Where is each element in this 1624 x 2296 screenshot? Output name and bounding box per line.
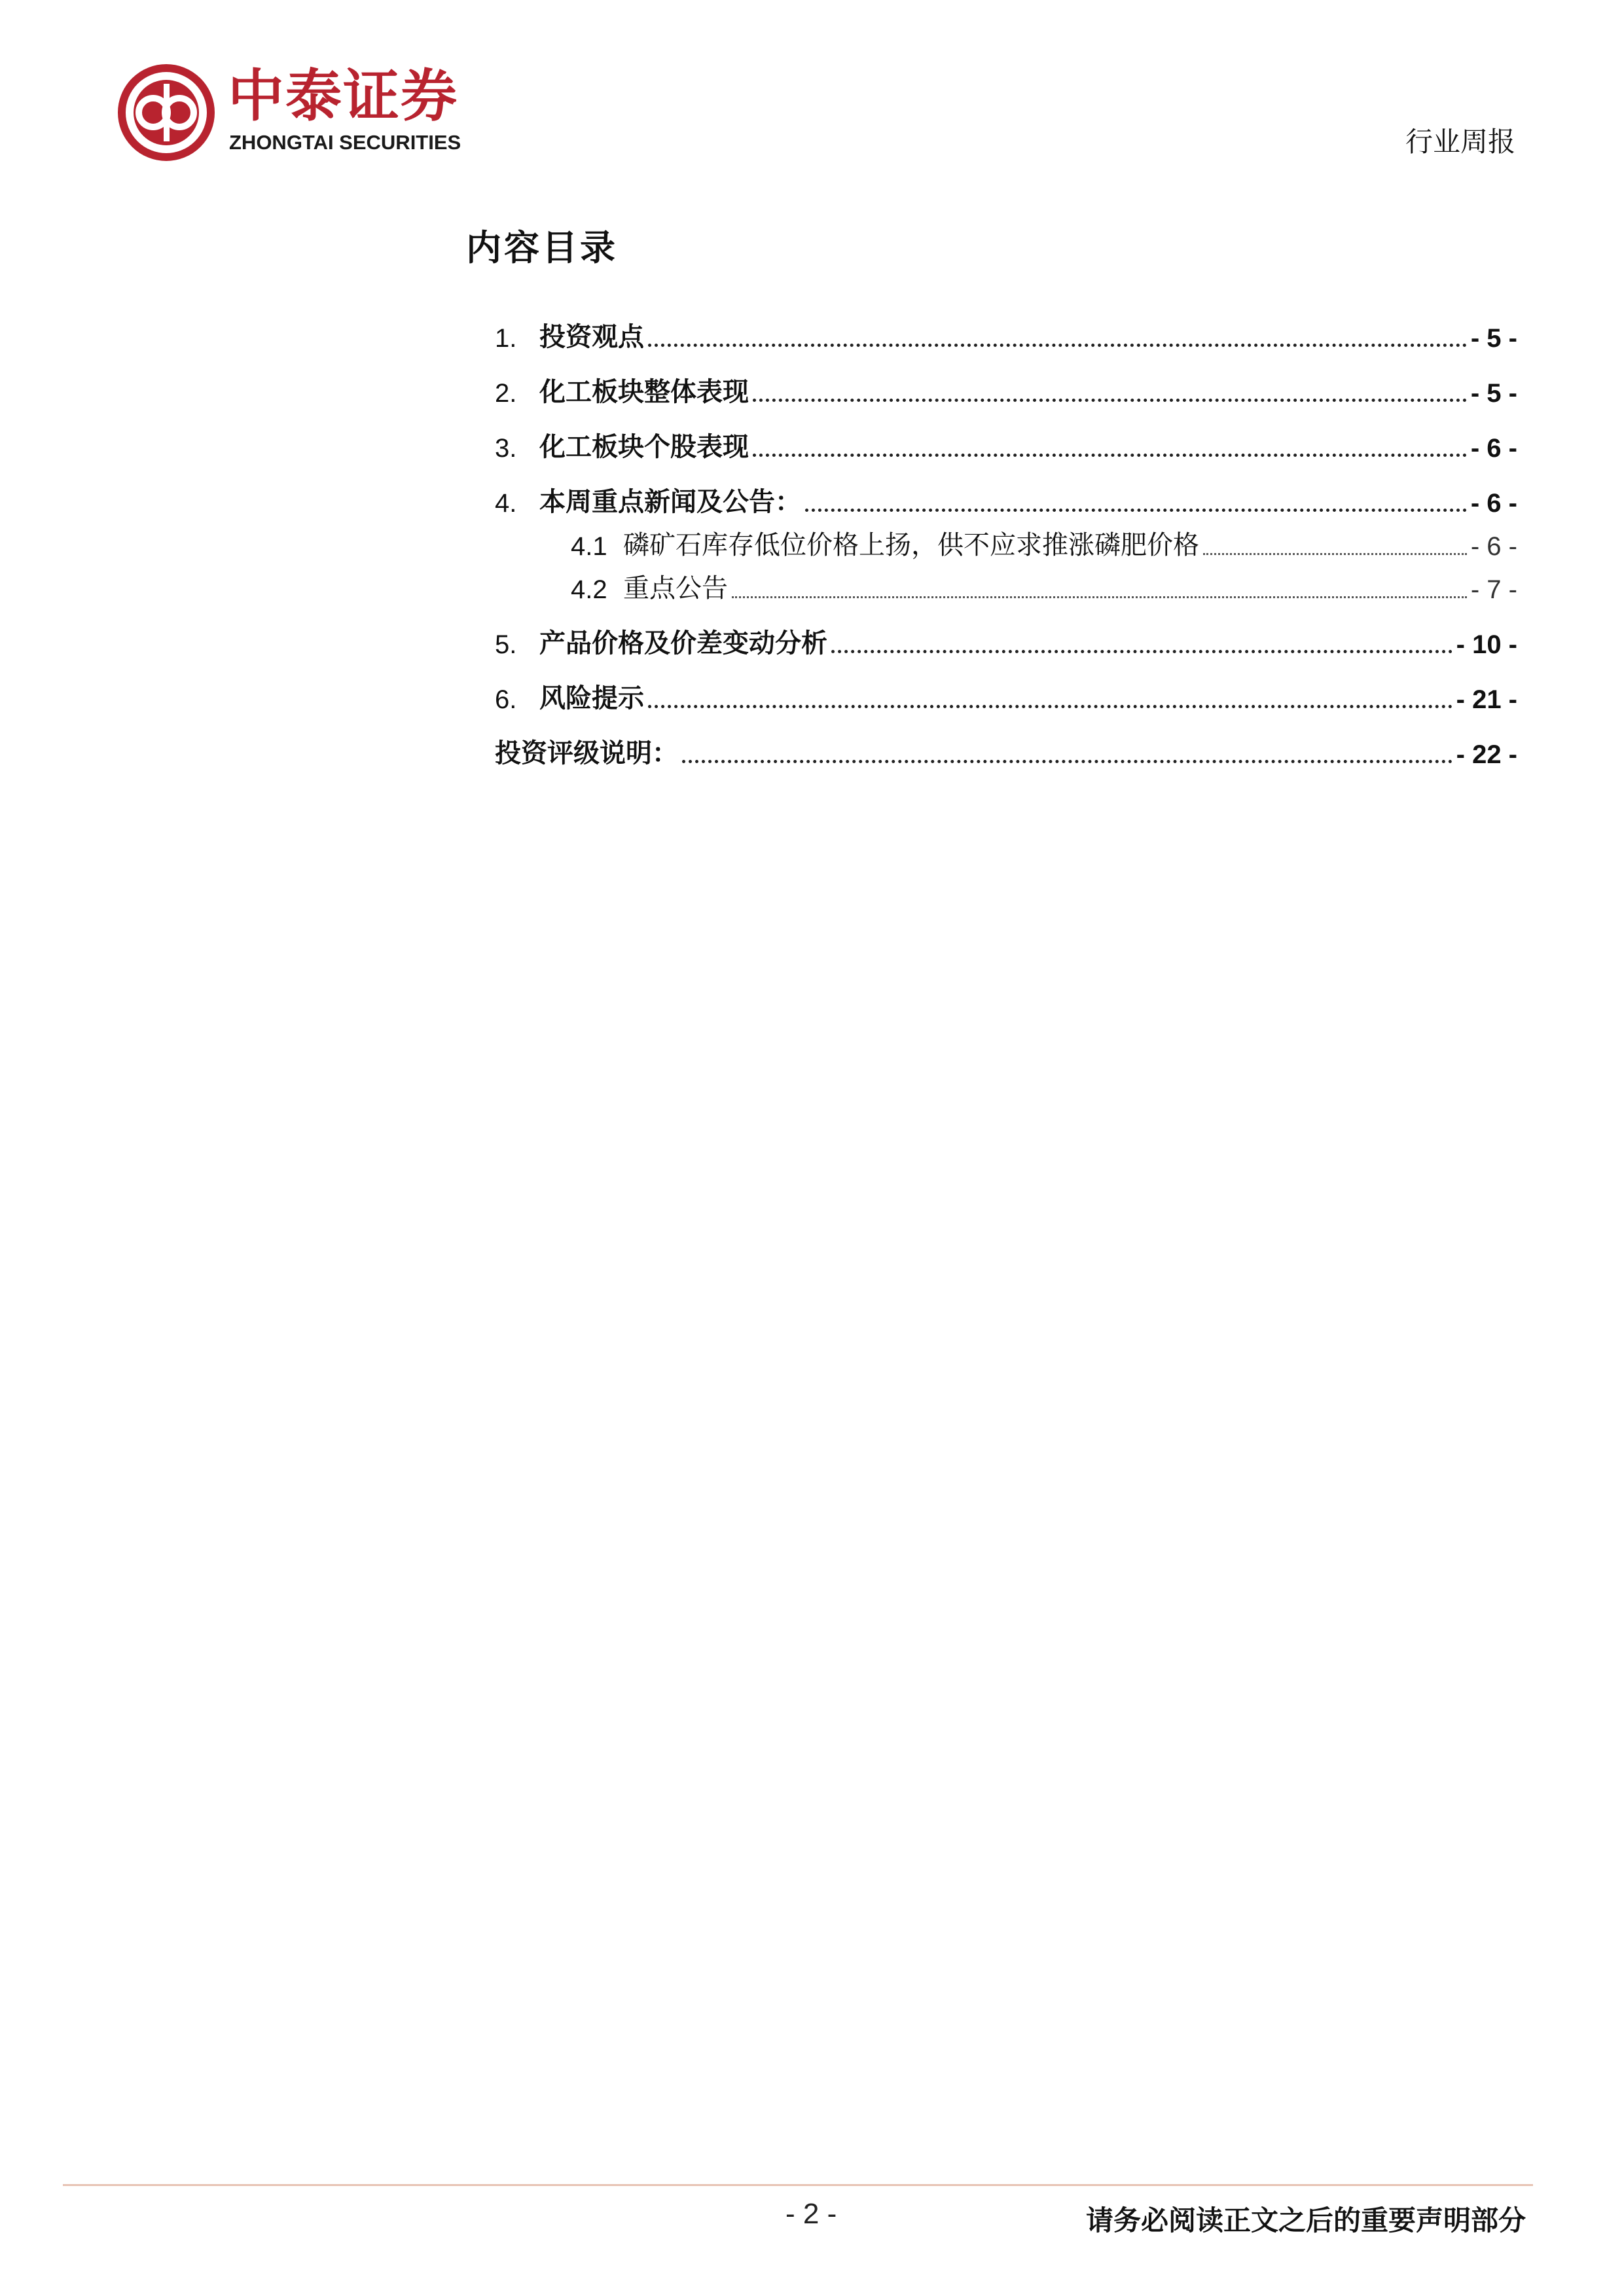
dot-leader: [753, 454, 1467, 457]
dot-leader: [648, 705, 1453, 708]
toc-entry-number: 6.: [495, 685, 517, 714]
toc-entry-text: 化工板块整体表现: [539, 376, 749, 407]
toc-entry-page: - 5 -: [1470, 379, 1517, 408]
toc-entry-text: 重点公告: [623, 573, 728, 603]
page-number: - 2 -: [785, 2198, 837, 2230]
page-header: [0, 0, 1624, 170]
toc-entry-number: 4.2: [571, 575, 607, 604]
footer-divider: [63, 2184, 1533, 2186]
toc-entry[interactable]: [495, 605, 1517, 660]
toc-subentry[interactable]: [495, 518, 1517, 562]
toc-entry[interactable]: [495, 463, 1517, 518]
dot-leader: [805, 509, 1467, 512]
logo-english-name: ZHONGTAI SECURITIES: [229, 131, 461, 154]
logo-chinese-name: 中泰证券: [228, 63, 458, 129]
toc-entry-number: 5.: [495, 630, 517, 659]
dot-leader: [753, 399, 1467, 402]
toc-entry[interactable]: [495, 715, 1517, 770]
toc-entry-number: 2.: [495, 379, 517, 408]
toc-entry-page: - 5 -: [1470, 324, 1517, 353]
toc-entry-text: 投资观点: [539, 321, 644, 352]
disclaimer-note: 请务必阅读正文之后的重要声明部分: [1085, 2204, 1526, 2236]
toc-entry-page: - 6 -: [1470, 532, 1517, 561]
dot-leader: [732, 596, 1467, 598]
toc-entry[interactable]: [495, 660, 1517, 715]
toc-entry-text: 产品价格及价差变动分析: [539, 628, 827, 658]
toc-entry[interactable]: [495, 298, 1517, 353]
toc-entry-number: 4.: [495, 489, 517, 518]
toc-entry[interactable]: [495, 408, 1517, 463]
dot-leader: [682, 760, 1453, 763]
toc-entry-text: 投资评级说明：: [495, 738, 678, 768]
toc-entry-text: 风险提示: [539, 683, 644, 713]
toc-entry-text: 化工板块个股表现: [539, 431, 749, 462]
toc-subentry[interactable]: [495, 562, 1517, 605]
toc-entry-number: 1.: [495, 324, 517, 353]
toc-title: 内容目录: [466, 226, 618, 268]
table-of-contents: [495, 298, 1517, 770]
zhongtai-logo-icon: [118, 64, 215, 161]
toc-entry-page: - 6 -: [1470, 434, 1517, 463]
toc-entry-page: - 7 -: [1470, 575, 1517, 604]
toc-entry-number: 3.: [495, 434, 517, 463]
company-logo: [118, 64, 497, 162]
toc-entry-page: - 10 -: [1456, 630, 1517, 659]
dot-leader: [1203, 553, 1467, 555]
dot-leader: [831, 650, 1453, 653]
toc-entry-text: 本周重点新闻及公告：: [539, 486, 801, 517]
toc-entry-page: - 22 -: [1456, 740, 1517, 769]
toc-entry[interactable]: [495, 353, 1517, 408]
dot-leader: [648, 344, 1467, 347]
toc-entry-page: - 21 -: [1456, 685, 1517, 714]
toc-entry-text: 磷矿石库存低位价格上扬，供不应求推涨磷肥价格: [623, 530, 1199, 560]
toc-entry-number: 4.1: [571, 532, 607, 561]
toc-entry-page: - 6 -: [1470, 489, 1517, 518]
report-type-label: 行业周报: [1405, 126, 1515, 158]
